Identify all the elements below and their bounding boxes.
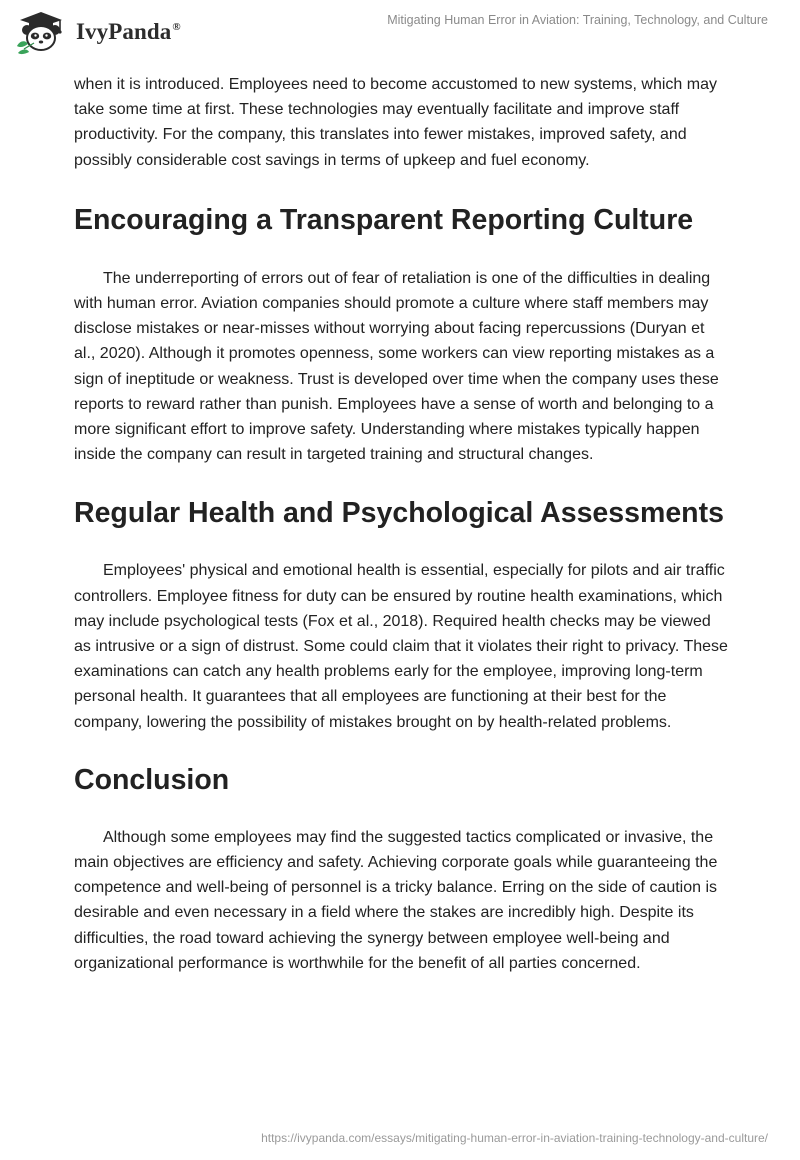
page-header (0, 0, 800, 70)
source-url-link[interactable]: https://ivypanda.com/essays/mitigating-human-error-in-aviation-training-technology-and-culture/ (261, 1131, 768, 1145)
document-title: Mitigating Human Error in Aviation: Training, Technology, and Culture (387, 13, 768, 27)
brand-name: IvyPanda® (76, 19, 181, 44)
intro-paragraph: when it is introduced. Employees need to become accustomed to new systems, which may take some time at first. These technologies may eventually facilitate and improve staff productivity. For the company, this translates into fewer mistakes, improved safety, and possibly considerable cost savings in terms of upkeep and fuel economy. (74, 76, 717, 169)
registered-mark: ® (172, 21, 181, 34)
brand-logo[interactable] (14, 9, 181, 55)
section-heading-conclusion: Conclusion (74, 763, 230, 796)
section-heading-reporting-culture: Encouraging a Transparent Reporting Culture (74, 203, 694, 236)
essay-body (74, 72, 728, 976)
section-paragraph-conclusion: Although some employees may find the suggested tactics complicated or invasive, the main objectives are efficiency and safety. Achieving corporate goals while guaranteeing the competence and well-being of personnel is a tricky balance. Erring on the side of caution is desirable and even necessary in a field where the stakes are incredibly high. Despite its difficulties, the road toward achieving the synergy between employee well-being and organizational performance is worthwhile for the benefit of all parties concerned. (74, 828, 718, 972)
section-paragraph-health-assessments: Employees' physical and emotional health is essential, especially for pilots and air traffic controllers. Employee fitness for duty can be ensured by routine health examinations, which may include psychological tests (Fox et al., 2018). Required health checks may be viewed as intrusive or a sign of distrust. Some could claim that it violates their right to privacy. These examinations can catch any health problems early for the employee, improving long-term personal health. It guarantees that all employees are functioning at their best for the company, lowering the possibility of mistakes brought on by health-related problems. (74, 562, 728, 731)
panda-graduate-icon (14, 9, 72, 55)
section-heading-health-assessments: Regular Health and Psychological Assessments (74, 497, 724, 530)
section-paragraph-reporting-culture: The underreporting of errors out of fear of retaliation is one of the difficulties in dealing with human error. Aviation companies should promote a culture where staff members may disclose mistakes or near-misses without worrying about facing repercussions (Duryan et al., 2020). Although it promotes openness, some workers can view reporting mistakes as a sign of ineptitude or weakness. Trust is developed over time when the company uses these reports to reward rather than punish. Employees have a sense of worth and belonging to a more significant effort to improve safety. Understanding where mistakes typically happen inside the company can result in targeted training and structural changes. (74, 269, 719, 464)
